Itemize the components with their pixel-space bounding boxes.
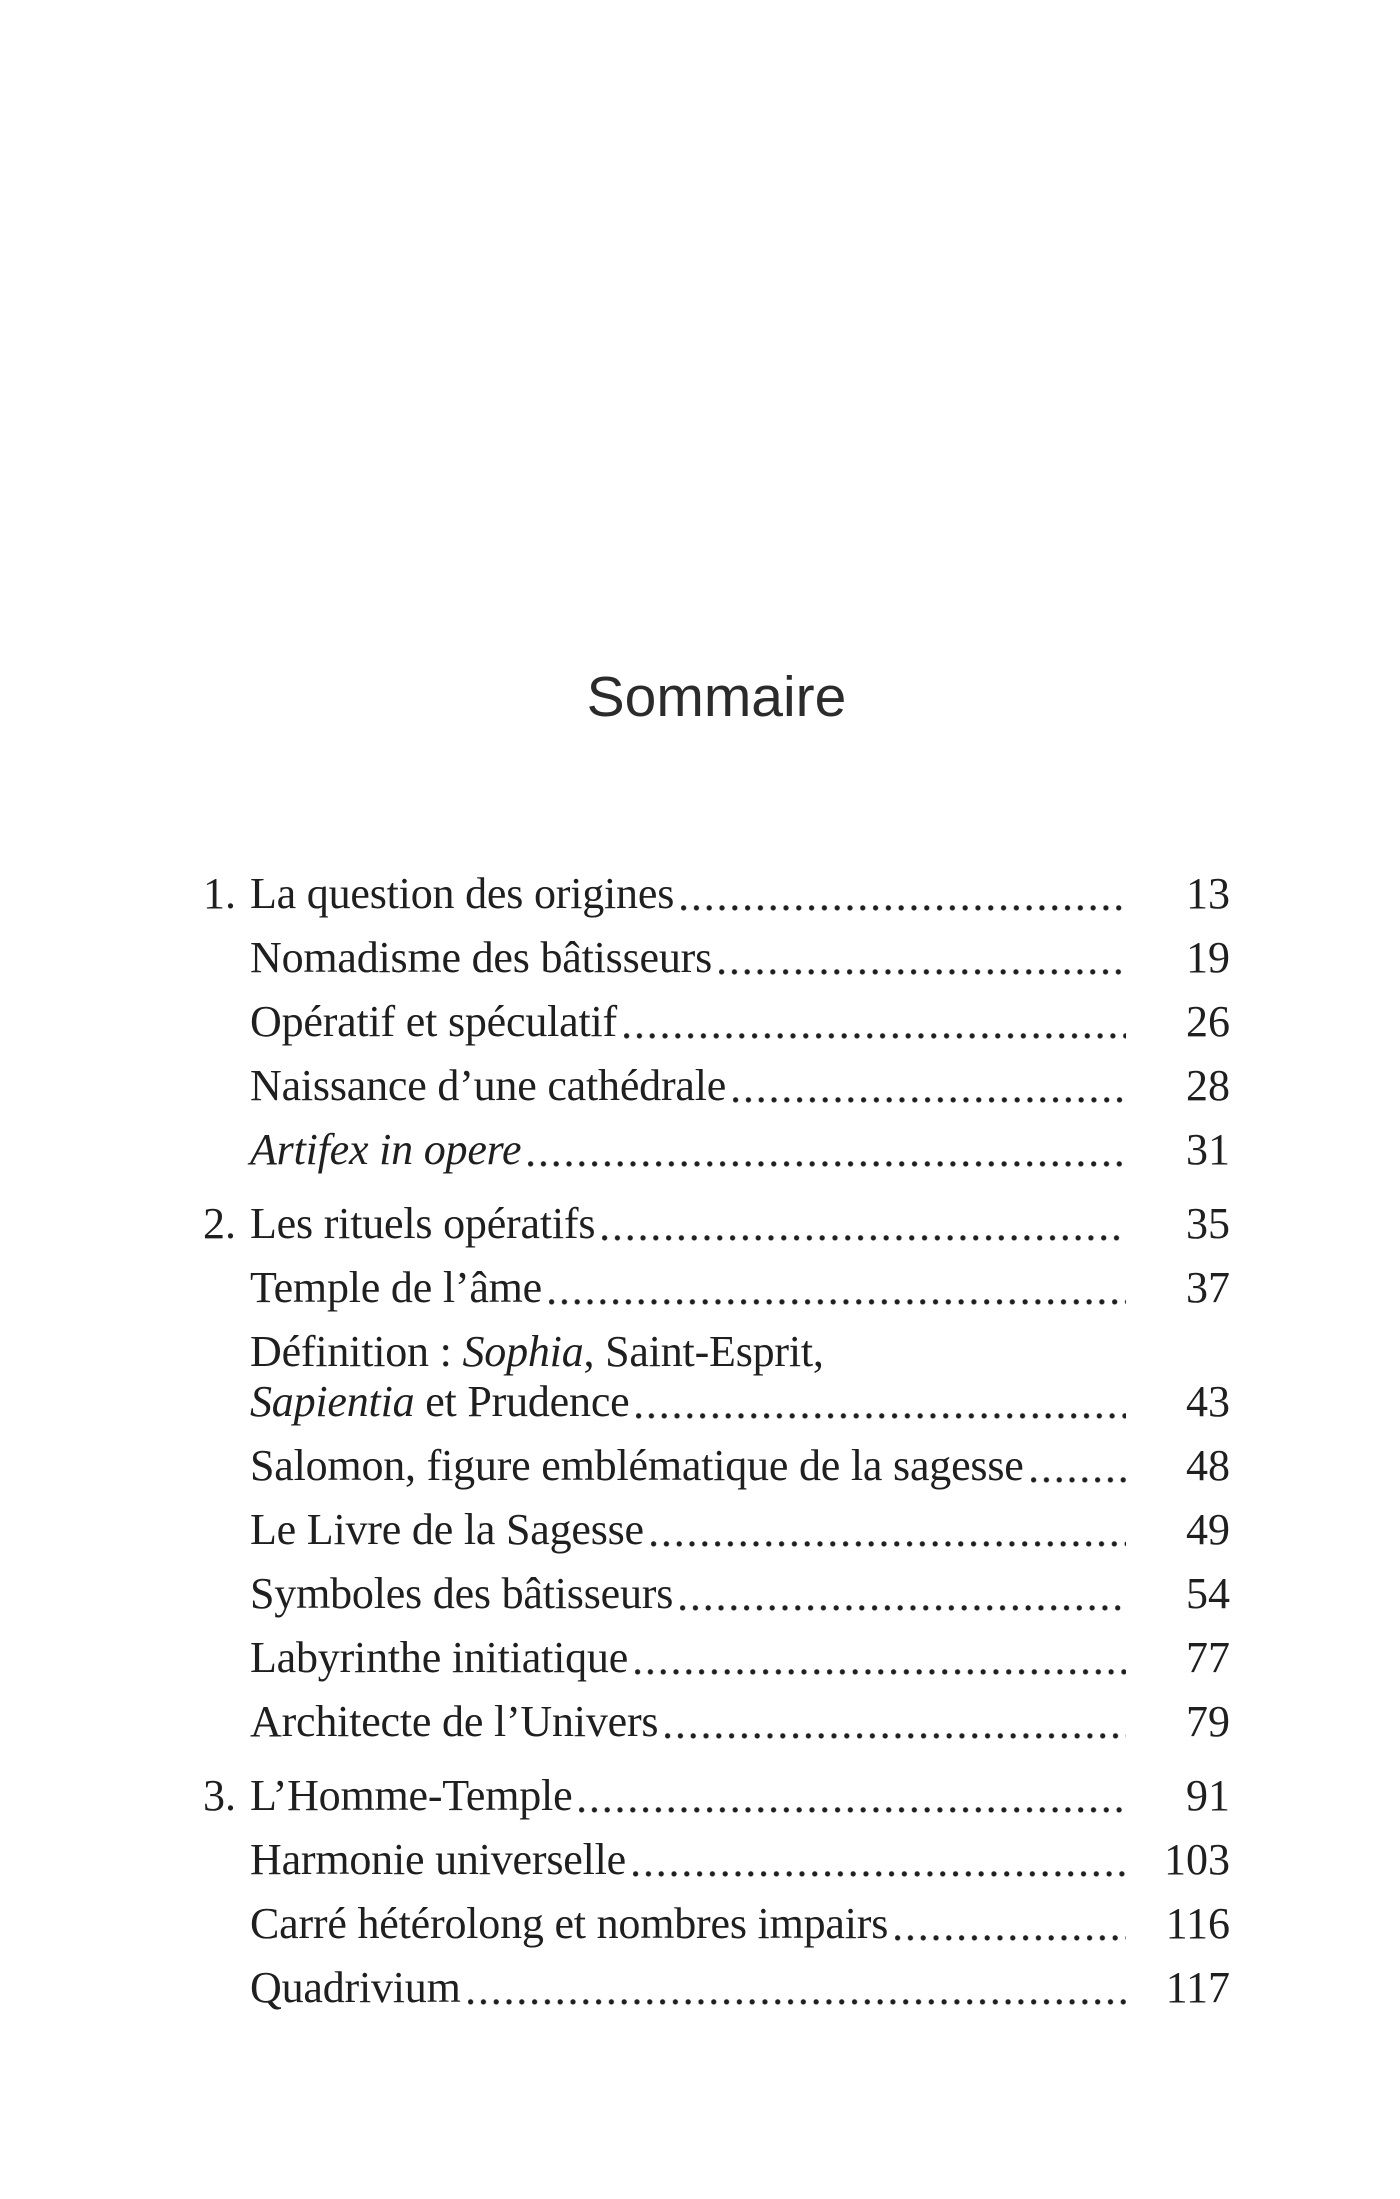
entry-label-segment: Le Livre de la Sagesse <box>250 1505 644 1554</box>
toc-entry <box>203 1899 1230 1949</box>
toc-entry <box>203 1199 1230 1249</box>
entry-label-segment: , Saint-Esprit, <box>583 1327 824 1376</box>
toc-entry-line <box>203 869 1230 919</box>
entry-label-segment: Symboles des bâtisseurs <box>250 1569 674 1618</box>
toc-entry-line <box>203 1697 1230 1747</box>
toc-entry <box>203 1697 1230 1747</box>
entry-label <box>250 1633 628 1683</box>
entry-label-segment: La question des origines <box>250 869 675 918</box>
toc-entry <box>203 1569 1230 1619</box>
entry-number: 2. <box>203 1199 236 1248</box>
entry-label-segment: Harmonie universelle <box>250 1835 626 1884</box>
entry-number: 1. <box>203 869 236 918</box>
toc-entry <box>203 1505 1230 1555</box>
entry-label <box>250 1125 521 1175</box>
entry-label-segment: Définition : <box>250 1327 463 1376</box>
entry-page-number: 19 <box>1186 933 1230 982</box>
dot-leader <box>636 1377 1128 1427</box>
dot-leader <box>719 933 1128 983</box>
entry-page-number: 28 <box>1186 1061 1230 1110</box>
entry-page-number: 37 <box>1186 1263 1230 1312</box>
entry-number: 3. <box>203 1771 236 1820</box>
dot-leader <box>665 1697 1128 1747</box>
toc-entry <box>203 1963 1230 2013</box>
entry-page-number: 103 <box>1164 1835 1230 1884</box>
toc-entry <box>203 869 1230 919</box>
entry-label-segment: Architecte de l’Univers <box>250 1697 659 1746</box>
toc-entry <box>203 1125 1230 1175</box>
dot-leader <box>895 1899 1128 1949</box>
entry-page-number: 79 <box>1186 1697 1230 1746</box>
entry-page-number: 43 <box>1186 1377 1230 1426</box>
toc-entry <box>203 1327 1230 1427</box>
entry-label <box>250 1505 644 1555</box>
entry-label <box>250 1899 888 1949</box>
toc-entry-line <box>203 1505 1230 1555</box>
toc-entry-line <box>203 1377 1230 1427</box>
toc-entry-line <box>203 1125 1230 1175</box>
entry-label <box>250 1263 542 1313</box>
toc-entry <box>203 1061 1230 1111</box>
entry-label <box>250 869 674 919</box>
entry-page-number: 91 <box>1186 1771 1230 1820</box>
entry-label-segment: Nomadisme des bâtisseurs <box>250 933 713 982</box>
entry-label-italic-segment: Sophia <box>462 1327 584 1376</box>
dot-leader <box>651 1505 1128 1555</box>
dot-leader <box>602 1199 1128 1249</box>
toc-list <box>203 869 1230 2013</box>
entry-label <box>250 1327 824 1377</box>
toc-entry <box>203 933 1230 983</box>
entry-label-segment: Labyrinthe initiatique <box>250 1633 629 1682</box>
toc-entry-line <box>203 1061 1230 1111</box>
entry-page-number: 49 <box>1186 1505 1230 1554</box>
entry-label-italic-segment: Sapientia <box>250 1377 415 1426</box>
entry-label-segment: L’Homme-Temple <box>250 1771 573 1820</box>
toc-entry <box>203 1835 1230 1885</box>
entry-label-segment: Carré hétérolong et nombres impairs <box>250 1899 889 1948</box>
dot-leader <box>549 1263 1128 1313</box>
entry-label <box>250 1569 673 1619</box>
toc-entry-line <box>203 933 1230 983</box>
entry-label <box>250 1377 629 1427</box>
dot-leader <box>1031 1441 1128 1491</box>
dot-leader <box>681 869 1128 919</box>
entry-page-number: 116 <box>1165 1899 1230 1948</box>
entry-label <box>250 1697 658 1747</box>
entry-label-segment: Salomon, figure emblématique de la sagesse <box>250 1441 1024 1490</box>
dot-leader <box>635 1633 1128 1683</box>
toc-entry-line <box>203 1771 1230 1821</box>
page-title: Sommaire <box>586 665 847 729</box>
entry-label <box>250 1441 1024 1491</box>
toc-entry-line <box>203 1327 1230 1377</box>
entry-page-number: 117 <box>1165 1963 1230 2012</box>
entry-label-italic-segment: Artifex in opere <box>250 1125 522 1174</box>
entry-page-number: 13 <box>1186 869 1230 918</box>
toc-entry-line <box>203 1263 1230 1313</box>
entry-label-segment: Naissance d’une cathédrale <box>250 1061 727 1110</box>
entry-label-segment: Opératif et spéculatif <box>250 997 617 1046</box>
entry-label <box>250 1199 595 1249</box>
toc-entry <box>203 1771 1230 1821</box>
entry-label <box>250 1061 726 1111</box>
toc-entry-line <box>203 1899 1230 1949</box>
toc-entry-line <box>203 1633 1230 1683</box>
toc-entry <box>203 997 1230 1047</box>
toc-entry-line <box>203 1441 1230 1491</box>
toc-entry-line <box>203 1963 1230 2013</box>
entry-page-number: 26 <box>1186 997 1230 1046</box>
entry-page-number: 54 <box>1186 1569 1230 1618</box>
toc-entry-line <box>203 1569 1230 1619</box>
dot-leader <box>528 1125 1128 1175</box>
entry-label <box>250 933 712 983</box>
toc-entry-line <box>203 1835 1230 1885</box>
toc-entry <box>203 1263 1230 1313</box>
entry-page-number: 35 <box>1186 1199 1230 1248</box>
entry-label <box>250 1835 626 1885</box>
dot-leader <box>733 1061 1128 1111</box>
entry-label <box>250 997 617 1047</box>
toc-entry-line <box>203 1199 1230 1249</box>
entry-label-segment: Temple de l’âme <box>250 1263 543 1312</box>
dot-leader <box>468 1963 1128 2013</box>
entry-page-number: 77 <box>1186 1633 1230 1682</box>
dot-leader <box>624 997 1128 1047</box>
toc-entry <box>203 1633 1230 1683</box>
dot-leader <box>680 1569 1128 1619</box>
entry-page-number: 31 <box>1186 1125 1230 1174</box>
entry-label-segment: Quadrivium <box>250 1963 461 2012</box>
entry-label <box>250 1771 572 1821</box>
toc-entry <box>203 1441 1230 1491</box>
entry-label <box>250 1963 461 2013</box>
dot-leader <box>633 1835 1128 1885</box>
dot-leader <box>579 1771 1128 1821</box>
entry-label-segment: Les rituels opératifs <box>250 1199 596 1248</box>
entry-label-segment: et Prudence <box>414 1377 630 1426</box>
entry-page-number: 48 <box>1186 1441 1230 1490</box>
toc-entry-line <box>203 997 1230 1047</box>
